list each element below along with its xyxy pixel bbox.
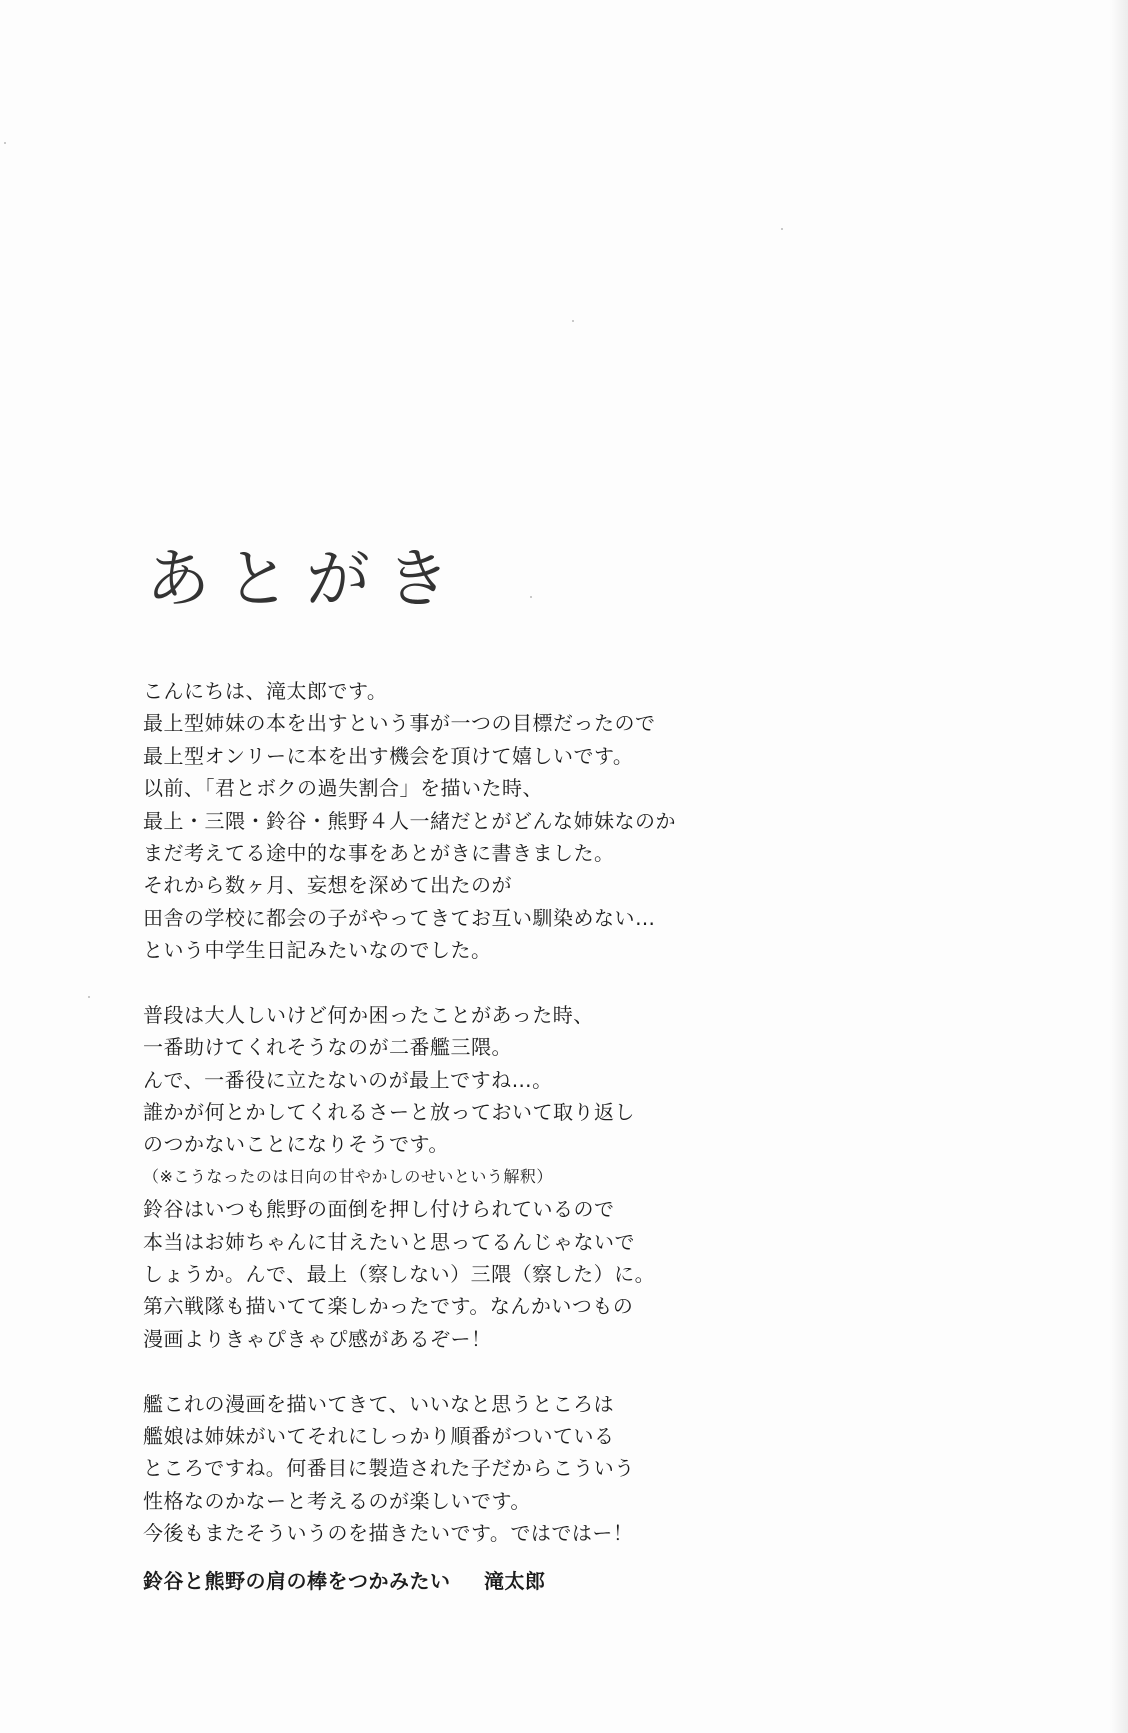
text-line: 艦娘は姉妹がいてそれにしっかり順番がついている — [143, 1423, 615, 1448]
author-name: 滝太郎 — [483, 1569, 546, 1593]
text-note: （※こうなったのは日向の甘やかしのせいという解釈） — [143, 1166, 553, 1186]
text-line: 最上型オンリーに本を出す機会を頂けて嬉しいです。 — [143, 743, 634, 768]
text-line: 艦これの漫画を描いてきて、いいなと思うところは — [143, 1391, 615, 1416]
text-line: という中学生日記みたいなのでした。 — [143, 938, 492, 963]
text-line: 誰かが何とかしてくれるさーと放っておいて取り返し — [143, 1100, 635, 1125]
text-line: 第六戦隊も描いてて楽しかったです。なんかいつもの — [143, 1294, 634, 1319]
scan-speck — [530, 596, 532, 598]
page-title: あとがき — [146, 543, 466, 617]
text-line: 普段は大人しいけど何か困ったことがあった時、 — [143, 1002, 594, 1027]
scan-speck — [572, 320, 574, 322]
text-line: それから数ヶ月、妄想を深めて出たのが — [143, 873, 512, 898]
text-line: 本当はお姉ちゃんに甘えたいと思ってるんじゃないで — [143, 1229, 635, 1254]
afterword-body — [143, 675, 843, 1550]
text-line: しょうか。んで、最上（察しない）三隈（察した）に。 — [143, 1262, 656, 1287]
scan-speck — [88, 996, 90, 998]
text-line: んで、一番役に立たないのが最上ですね…。 — [143, 1067, 553, 1092]
text-line: 漫画よりきゃぴきゃぴ感があるぞー！ — [143, 1326, 492, 1351]
scan-speck — [781, 228, 783, 230]
text-line: 最上型姉妹の本を出すという事が一つの目標だったので — [143, 711, 656, 736]
paragraph-gap — [143, 967, 843, 999]
text-line: 以前、「君とボクの過失割合」を描いた時、 — [143, 776, 543, 801]
paragraph-gap — [143, 1355, 843, 1387]
text-line: 今後もまたそういうのを描きたいです。ではではー！ — [143, 1521, 634, 1546]
text-line: 性格なのかなーと考えるのが楽しいです。 — [143, 1488, 531, 1513]
signature-text: 鈴谷と熊野の肩の棒をつかみたい — [143, 1569, 451, 1593]
signature — [143, 1565, 545, 1594]
page-edge-shadow — [1110, 0, 1128, 1733]
text-line: 最上・三隈・鈴谷・熊野４人一緒だとがどんな姉妹なのか — [143, 808, 676, 833]
text-line: こんにちは、滝太郎です。 — [143, 679, 388, 703]
text-line: 鈴谷はいつも熊野の面倒を押し付けられているので — [143, 1197, 615, 1222]
text-line: まだ考えてる途中的な事をあとがきに書きました。 — [143, 840, 615, 865]
text-line: ところですね。何番目に製造された子だからこういう — [143, 1456, 635, 1481]
scan-speck — [4, 142, 6, 144]
text-line: 田舎の学校に都会の子がやってきてお互い馴染めない… — [143, 905, 656, 930]
text-line: 一番助けてくれそうなのが二番艦三隈。 — [143, 1035, 512, 1060]
text-line: のつかないことになりそうです。 — [143, 1132, 449, 1157]
